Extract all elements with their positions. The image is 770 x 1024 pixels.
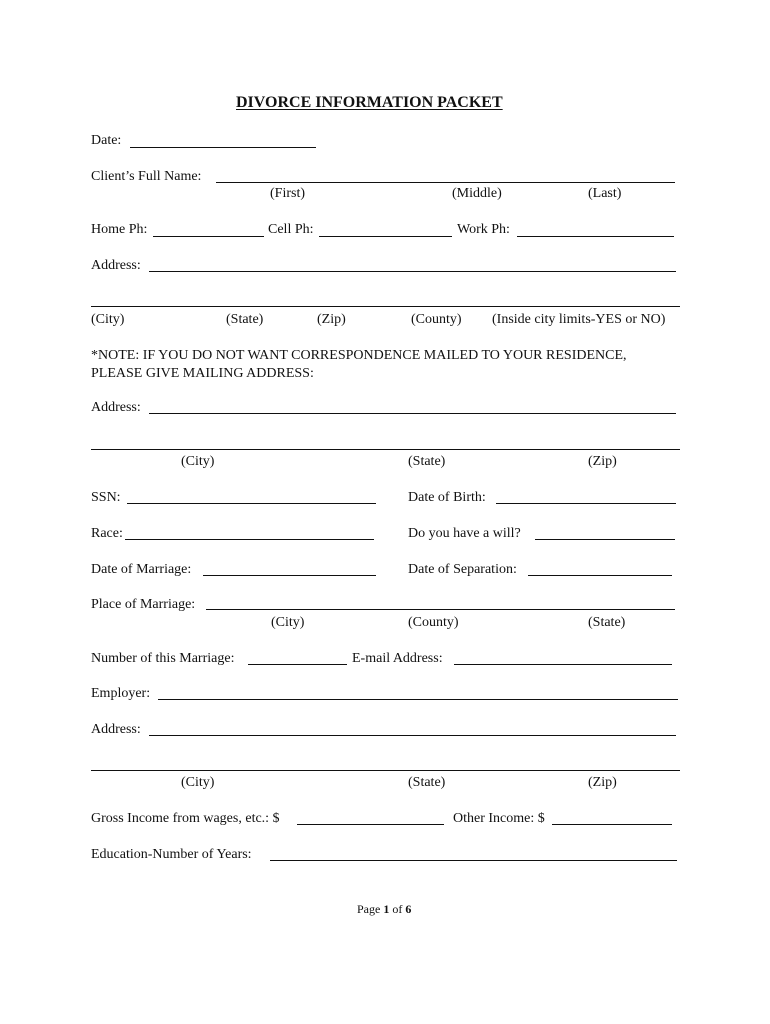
employer-address-label: Address: bbox=[91, 722, 141, 737]
mailing-zip-caption: (Zip) bbox=[588, 454, 617, 469]
address-line2-field[interactable] bbox=[91, 306, 680, 307]
work-phone-label: Work Ph: bbox=[457, 222, 510, 237]
separation-date-field[interactable] bbox=[528, 575, 672, 576]
work-phone-field[interactable] bbox=[517, 236, 674, 237]
mailing-state-caption: (State) bbox=[408, 454, 446, 469]
date-field[interactable] bbox=[130, 147, 316, 148]
page-number bbox=[357, 901, 411, 917]
middle-name-caption: (Middle) bbox=[452, 186, 502, 201]
residence-state-caption: (State) bbox=[226, 312, 264, 327]
document-title: DIVORCE INFORMATION PACKET bbox=[236, 94, 503, 111]
residence-county-caption: (County) bbox=[411, 312, 462, 327]
city-limits-caption: (Inside city limits-YES or NO) bbox=[492, 312, 666, 327]
employer-state-caption: (State) bbox=[408, 775, 446, 790]
marriage-number-label: Number of this Marriage: bbox=[91, 651, 235, 666]
email-field[interactable] bbox=[454, 664, 672, 665]
employer-address-line2-field[interactable] bbox=[91, 770, 680, 771]
separation-date-label: Date of Separation: bbox=[408, 562, 517, 577]
marriage-number-field[interactable] bbox=[248, 664, 347, 665]
total-pages: 6 bbox=[405, 902, 412, 916]
education-label: Education-Number of Years: bbox=[91, 847, 252, 862]
mailing-note-line1: *NOTE: IF YOU DO NOT WANT CORRESPONDENCE MAILED TO YOUR RESIDENCE, bbox=[91, 348, 627, 363]
client-name-field[interactable] bbox=[216, 182, 675, 183]
race-label: Race: bbox=[91, 526, 123, 541]
current-page: 1 bbox=[383, 902, 390, 916]
mailing-city-caption: (City) bbox=[181, 454, 215, 469]
marriage-date-field[interactable] bbox=[203, 575, 376, 576]
marriage-date-label: Date of Marriage: bbox=[91, 562, 192, 577]
address-field[interactable] bbox=[149, 271, 676, 272]
marriage-city-caption: (City) bbox=[271, 615, 305, 630]
residence-city-caption: (City) bbox=[91, 312, 125, 327]
mailing-address-field[interactable] bbox=[149, 413, 676, 414]
residence-zip-caption: (Zip) bbox=[317, 312, 346, 327]
last-name-caption: (Last) bbox=[588, 186, 622, 201]
other-income-label: Other Income: $ bbox=[453, 811, 545, 826]
education-field[interactable] bbox=[270, 860, 677, 861]
other-income-field[interactable] bbox=[552, 824, 672, 825]
will-label: Do you have a will? bbox=[408, 526, 521, 541]
marriage-place-label: Place of Marriage: bbox=[91, 597, 196, 612]
cell-phone-label: Cell Ph: bbox=[268, 222, 314, 237]
home-phone-label: Home Ph: bbox=[91, 222, 148, 237]
page-prefix: Page bbox=[357, 902, 384, 916]
gross-income-label: Gross Income from wages, etc.: $ bbox=[91, 811, 280, 826]
employer-zip-caption: (Zip) bbox=[588, 775, 617, 790]
marriage-state-caption: (State) bbox=[588, 615, 626, 630]
employer-label: Employer: bbox=[91, 686, 151, 701]
client-name-label: Client’s Full Name: bbox=[91, 169, 202, 184]
address-label: Address: bbox=[91, 258, 141, 273]
race-field[interactable] bbox=[125, 539, 374, 540]
date-label: Date: bbox=[91, 133, 122, 148]
employer-address-field[interactable] bbox=[149, 735, 676, 736]
home-phone-field[interactable] bbox=[153, 236, 264, 237]
marriage-place-field[interactable] bbox=[206, 609, 675, 610]
email-label: E-mail Address: bbox=[352, 651, 443, 666]
marriage-county-caption: (County) bbox=[408, 615, 459, 630]
ssn-field[interactable] bbox=[127, 503, 376, 504]
dob-label: Date of Birth: bbox=[408, 490, 486, 505]
cell-phone-field[interactable] bbox=[319, 236, 452, 237]
first-name-caption: (First) bbox=[270, 186, 305, 201]
page-of: of bbox=[389, 902, 406, 916]
mailing-address-label: Address: bbox=[91, 400, 141, 415]
dob-field[interactable] bbox=[496, 503, 676, 504]
will-field[interactable] bbox=[535, 539, 675, 540]
ssn-label: SSN: bbox=[91, 490, 121, 505]
mailing-address-line2-field[interactable] bbox=[91, 449, 680, 450]
mailing-note-line2: PLEASE GIVE MAILING ADDRESS: bbox=[91, 366, 314, 381]
employer-city-caption: (City) bbox=[181, 775, 215, 790]
employer-field[interactable] bbox=[158, 699, 678, 700]
gross-income-field[interactable] bbox=[297, 824, 444, 825]
